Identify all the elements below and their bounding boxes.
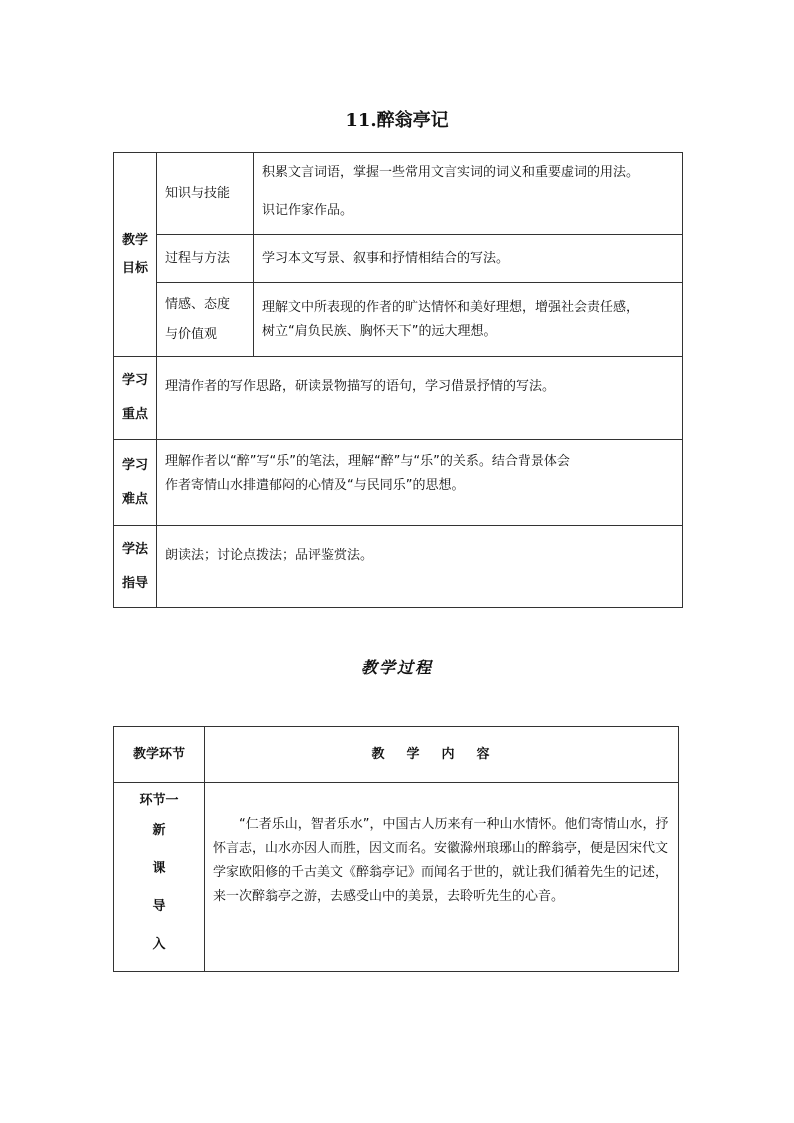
goal-category-label: 过程与方法	[157, 235, 254, 283]
goal-row	[114, 153, 683, 235]
step-label: 环节一 新 课 导 入	[114, 783, 205, 972]
row-label: 学法 指导	[114, 526, 157, 608]
table-row	[114, 357, 683, 440]
goal-category-label: 知识与技能	[157, 153, 254, 235]
row-text: 理解作者以“醉”写“乐”的笔法，理解“醉”与“乐”的关系。结合背景体会 作者寄情山水排遣郁闷的心情及“与民同乐”的思想。	[157, 440, 683, 526]
goal-label: 教学 目标	[114, 153, 157, 357]
row-text: 理清作者的写作思路，研读景物描写的语句，学习借景抒情的写法。	[157, 357, 683, 440]
step-content: “仁者乐山，智者乐水”，中国古人历来有一种山水情怀。他们寄情山水，抒怀言志，山水亦因人而胜，因文而名。安徽滁州琅琊山的醉翁亭，便是因宋代文学家欧阳修的千古美文《醉翁亭记》而闻名于世的，就让我们循着先生的记述，来一次醉翁亭之游，去感受山中的美景，去聆听先生的心音。	[205, 783, 679, 972]
section-title: 教学过程	[360, 658, 433, 677]
goal-row	[114, 283, 683, 357]
goal-category-label: 情感、态度 与价值观	[157, 283, 254, 357]
table-row	[114, 440, 683, 526]
table-row	[114, 526, 683, 608]
goal-text: 理解文中所表现的作者的旷达情怀和美好理想，增强社会责任感， 树立“肩负民族、胸怀天下”的远大理想。	[254, 283, 683, 357]
row-label: 学习 难点	[114, 440, 157, 526]
goal-row	[114, 235, 683, 283]
column-header-step: 教学环节	[114, 727, 205, 783]
row-label: 学习 重点	[114, 357, 157, 440]
goal-text: 学习本文写景、叙事和抒情相结合的写法。	[254, 235, 683, 283]
table-header-row	[114, 727, 679, 783]
goal-text: 积累文言词语，掌握一些常用文言实词的词义和重要虚词的用法。 识记作家作品。	[254, 153, 683, 235]
row-text: 朗读法；讨论点拨法；品评鉴赏法。	[157, 526, 683, 608]
goals-table	[113, 152, 683, 608]
process-table	[113, 726, 679, 972]
document-title: 11.醉翁亭记	[345, 110, 449, 131]
table-row	[114, 783, 679, 972]
column-header-content: 教学内容	[205, 727, 679, 783]
